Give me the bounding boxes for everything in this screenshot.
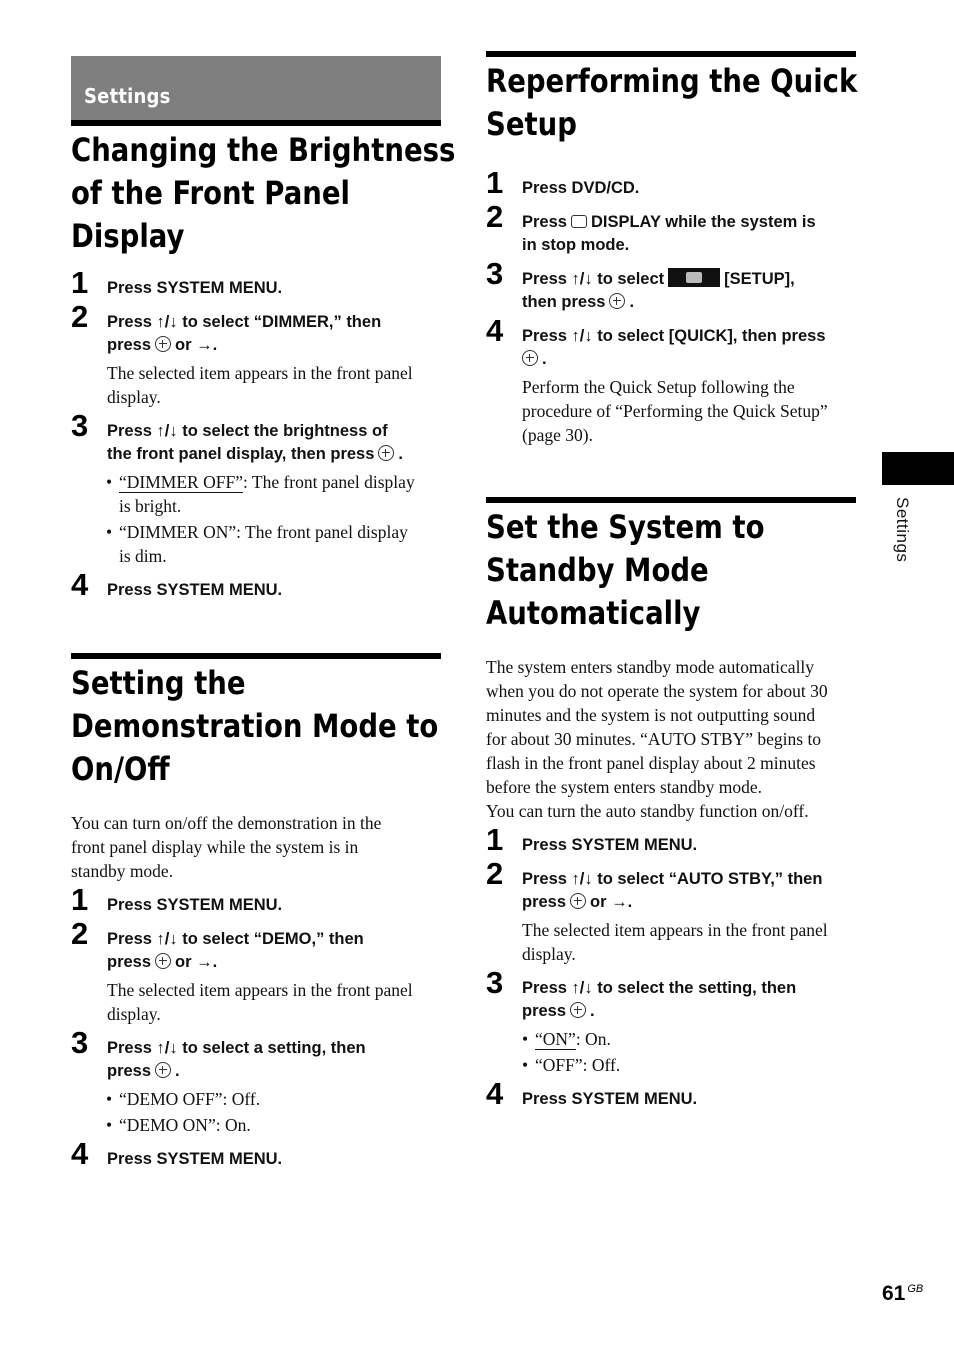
brightness-step-4: 4 Press SYSTEM MENU. [71, 567, 283, 602]
quick-step-3: 3 Press ↑/↓ to select [SETUP], then press . [486, 256, 795, 311]
enter-button-icon [155, 336, 171, 352]
setup-toolbox-icon [668, 268, 720, 287]
enter-button-icon [155, 1062, 171, 1078]
demo-step-3: 3 Press ↑/↓ to select a setting, then press . [71, 1025, 366, 1080]
page-number: 61 $^{GB}$ [882, 1282, 924, 1305]
demo-bullet-on: • “DEMO ON”: On. [106, 1115, 251, 1135]
standby-step-2: 2 Press ↑/↓ to select “AUTO STBY,” then press or →. [486, 856, 823, 911]
brightness-bullet-off: • “DIMMER OFF”: The front panel display is bright. [106, 472, 415, 516]
side-thumb-tab [882, 452, 954, 485]
demo-intro: You can turn on/off the demonstration in the front panel display while the system is in standby mode. [71, 813, 382, 881]
standby-bullet-on: • “ON”: On. [522, 1029, 611, 1049]
demo-step-2: 2 Press ↑/↓ to select “DEMO,” then press or →. [71, 916, 364, 971]
quick-step-4: 4 Press ↑/↓ to select [QUICK], then press . [486, 313, 826, 368]
standby-step-4: 4 Press SYSTEM MENU. [486, 1076, 698, 1111]
display-button-icon [571, 215, 587, 228]
standby-intro: The system enters standby mode automatically when you do not operate the system for about 30 minutes and the system is not outputting sound for about 30 minutes. “AUTO STBY” begins to flash in the front panel display about 2 minutes before the system enters standby mode. You can turn the auto standby function on/off. [486, 657, 828, 821]
standby-step-1: 1 Press SYSTEM MENU. [486, 822, 698, 857]
demo-bullet-off: • “DEMO OFF”: Off. [106, 1089, 261, 1109]
enter-button-icon [378, 445, 394, 461]
section-header-band [71, 56, 441, 120]
side-tab-label: Settings [893, 497, 912, 563]
standby-title: Set the System to Standby Mode Automatically [486, 508, 765, 632]
enter-button-icon [522, 350, 538, 366]
title-rule [71, 653, 441, 659]
quick-step-2: 2 Press DISPLAY while the system is in stop mode. [486, 199, 816, 254]
brightness-step-3: 3 Press ↑/↓ to select the brightness of the front panel display, then press . [71, 408, 404, 463]
quick-note: Perform the Quick Setup following the procedure of “Performing the Quick Setup” (page 30). [522, 377, 828, 445]
brightness-step-1: 1 Press SYSTEM MENU. [71, 265, 283, 300]
title-rule [486, 497, 856, 503]
quick-title: Reperforming the Quick Setup [486, 62, 858, 143]
brightness-title: Changing the Brightness of the Front Panel Display [71, 131, 456, 255]
enter-button-icon [609, 293, 625, 309]
enter-button-icon [570, 893, 586, 909]
demo-step2-note: The selected item appears in the front panel display. [107, 980, 413, 1024]
enter-button-icon [155, 953, 171, 969]
demo-step-1: 1 Press SYSTEM MENU. [71, 882, 283, 917]
demo-title: Setting the Demonstration Mode to On/Off [71, 664, 439, 788]
brightness-step2-note: The selected item appears in the front panel display. [107, 363, 413, 407]
title-rule [71, 120, 441, 126]
quick-step-1: 1 Press DVD/CD. [486, 165, 640, 200]
standby-bullet-off: • “OFF”: Off. [522, 1055, 621, 1075]
standby-step2-note: The selected item appears in the front panel display. [522, 920, 828, 964]
standby-step-3: 3 Press ↑/↓ to select the setting, then press . [486, 965, 797, 1020]
section-label: Settings [84, 84, 171, 108]
brightness-step-2: 2 Press ↑/↓ to select “DIMMER,” then press or →. [71, 299, 382, 354]
demo-step-4: 4 Press SYSTEM MENU. [71, 1136, 283, 1171]
enter-button-icon [570, 1002, 586, 1018]
brightness-bullet-on: • “DIMMER ON”: The front panel display is dim. [106, 522, 408, 566]
title-rule [486, 51, 856, 57]
